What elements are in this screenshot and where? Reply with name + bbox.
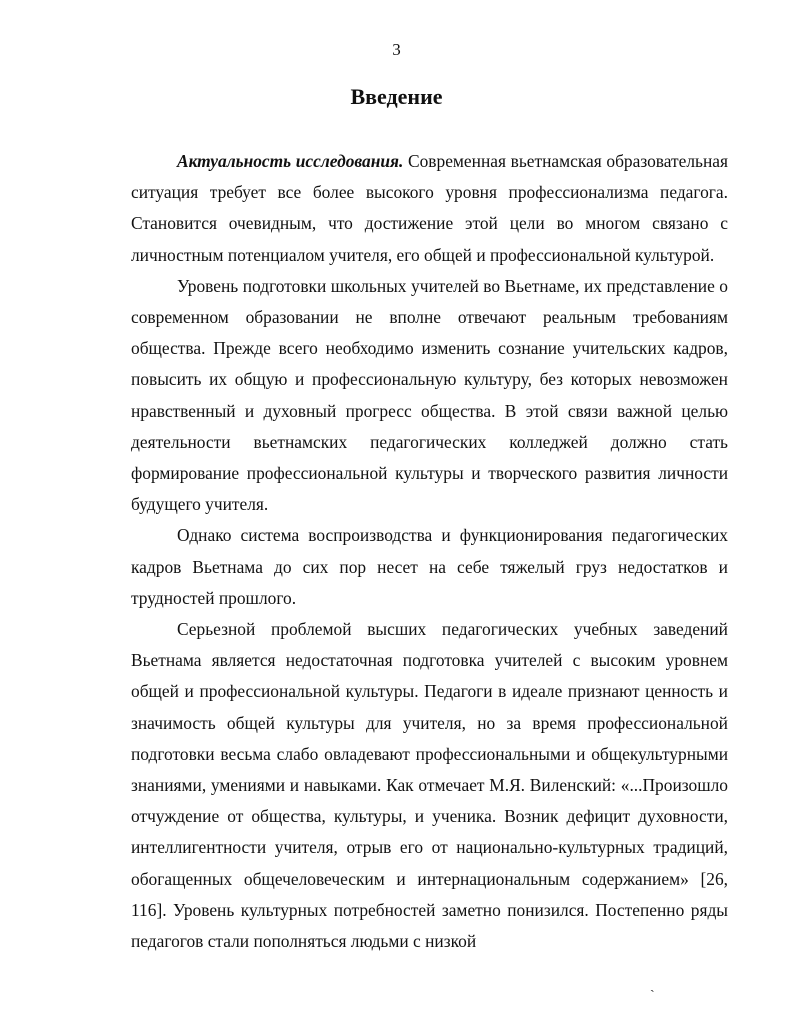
paragraph-4: Серьезной проблемой высших педагогических учебных заведений Вьетнама является недостаточная подготовка учителей с высоким уровнем общей и профессиональной культуры. Педагоги в идеале признают ценность и значимость общей культуры для учителя, но за время профессиональной подготовки весьма слабо овладевают профессиональными и общекультурными знаниями, умениями и навыками. Как отмечает М.Я. Виленский: «...Произошло отчуждение от общества, культуры, и ученика. Возник дефицит духовности, интеллигентности учителя, отрыв его от национально-культурных традиций, обогащенных общечеловеческим и интернациональным содержанием» [26, 116]. Уровень культурных потребностей заметно понизился. Постепенно ряды педагогов стали пополняться людьми с низкой (131, 619, 728, 952)
body-text (131, 146, 728, 957)
section-title: Введение (350, 84, 443, 109)
paragraph-2: Уровень подготовки школьных учителей во Вьетнаме, их представление о современном образовании не вполне отвечают реальным требованиям общества. Прежде всего необходимо изменить сознание учительских кадров, повысить их общую и профессиональную культуру, без которых невозможен нравственный и духовный прогресс общества. В этой связи важной целью деятельности вьетнамских педагогических колледжей должно стать формирование профессиональной культуры и творческого развития личности будущего учителя. (131, 275, 728, 515)
scan-speck: ˏ (650, 978, 655, 993)
paragraph-3: Однако система воспроизводства и функционирования педагогических кадров Вьетнама до сих пор несет на себе тяжелый груз недостатков и трудностей прошлого. (131, 525, 728, 608)
page-number: 3 (392, 40, 401, 59)
paragraph-lead: Актуальность исследования. (177, 151, 404, 171)
paragraph-text: Современная вьетнамская образовательная ситуация требует все более высокого уровня профессионализма педагога. Становится очевидным, что достижение этой цели во многом связано с личностным потенциалом учителя, его общей и профессиональной культурой. (131, 151, 728, 265)
paragraph-1 (131, 146, 728, 271)
